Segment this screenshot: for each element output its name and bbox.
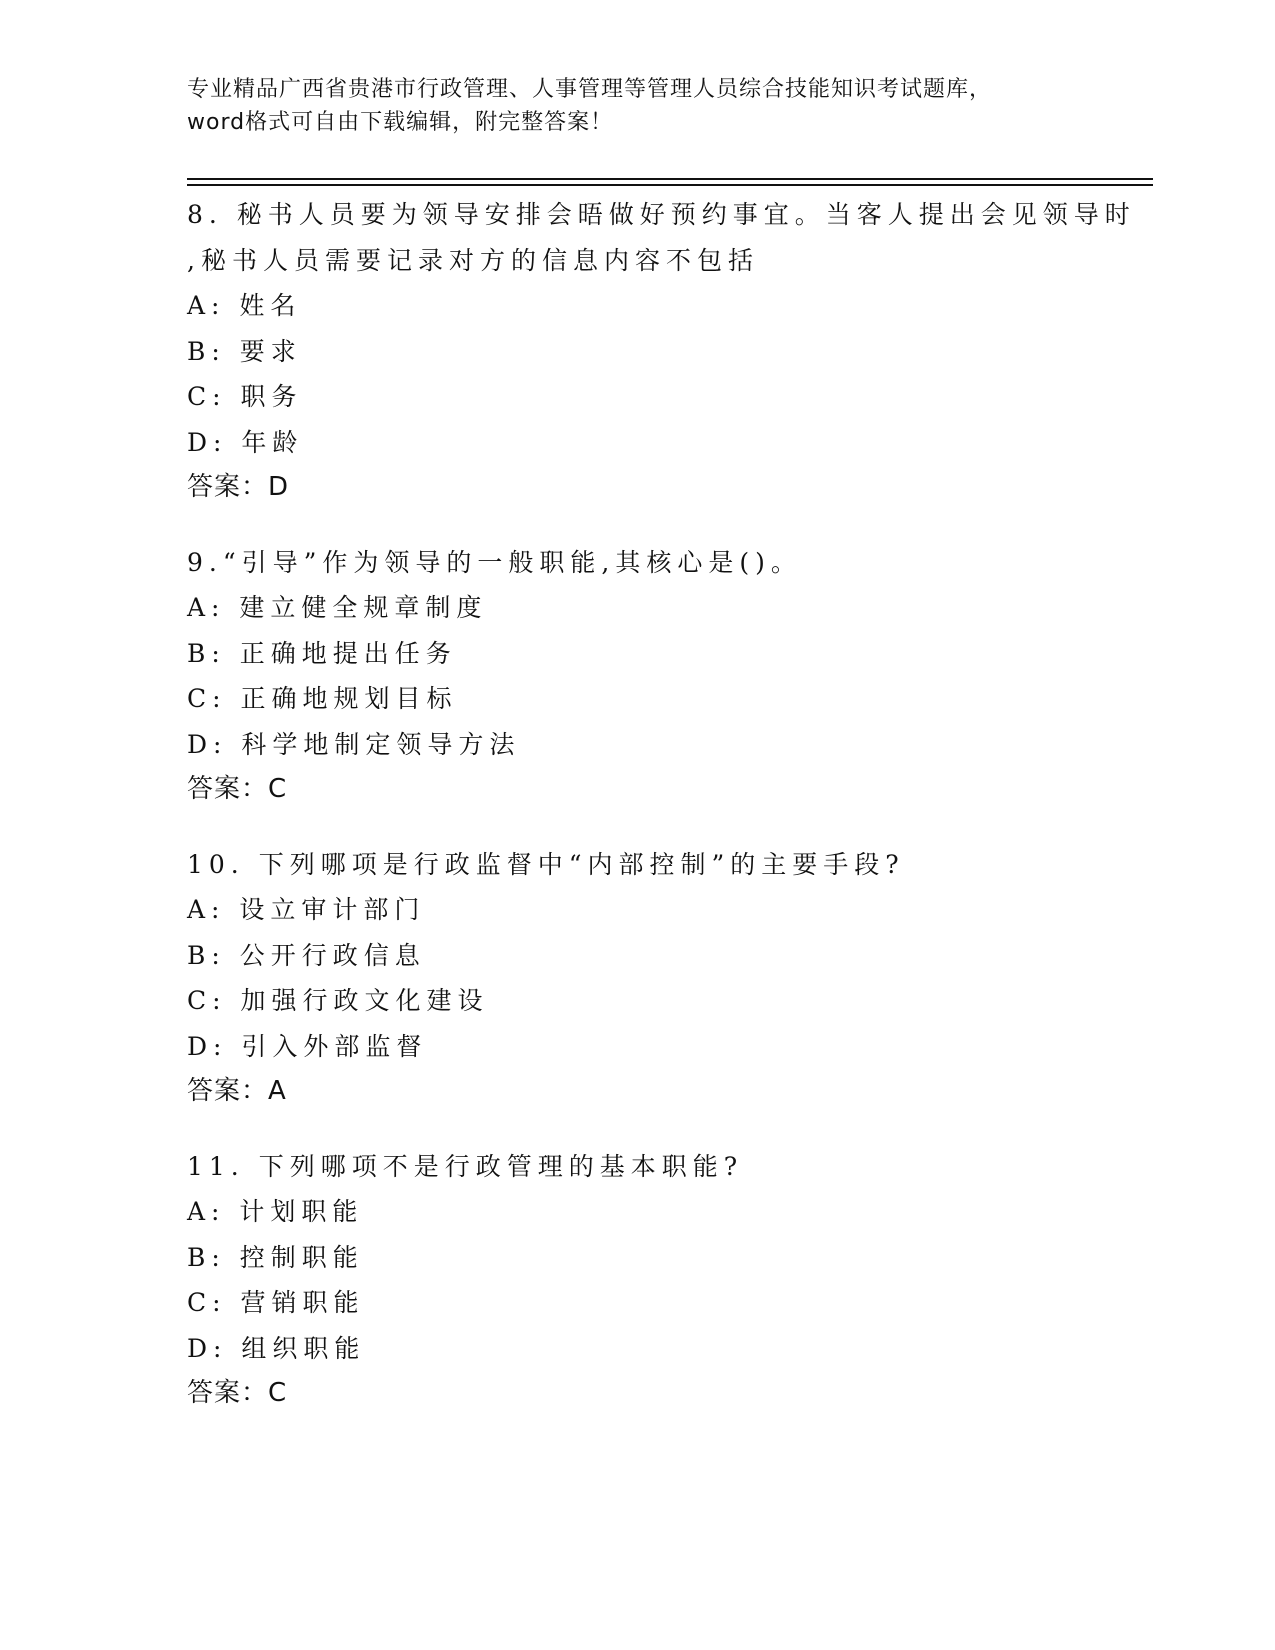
option-d: D: 年龄 xyxy=(187,427,304,457)
answer: 答案：A xyxy=(187,1076,287,1106)
question-10 xyxy=(187,842,1147,1115)
option-c: C: 正确地规划目标 xyxy=(187,684,458,713)
question-list xyxy=(187,192,1147,1446)
document-header xyxy=(187,73,1087,139)
header-divider-top xyxy=(187,178,1153,180)
question-8 xyxy=(187,192,1147,511)
question-11 xyxy=(187,1144,1147,1417)
option-b: B: 公开行政信息 xyxy=(187,940,426,970)
question-text: 11. 下列哪项不是行政管理的基本职能? xyxy=(187,1151,744,1181)
option-b: B: 控制职能 xyxy=(187,1242,364,1272)
question-text: 10. 下列哪项是行政监督中“内部控制”的主要手段? xyxy=(187,849,905,879)
option-c: C: 职务 xyxy=(187,382,303,411)
header-line-2: word格式可自由下载编辑，附完整答案！ xyxy=(187,110,614,135)
question-text: 8. 秘书人员要为领导安排会晤做好预约事宜。当客人提出会见领导时 xyxy=(187,200,1136,229)
option-d: D: 科学地制定领导方法 xyxy=(187,729,521,759)
option-c: C: 加强行政文化建设 xyxy=(187,986,489,1015)
question-text: 9.“引导”作为领导的一般职能,其核心是()。 xyxy=(187,547,802,577)
header-divider-bottom xyxy=(187,184,1153,186)
option-a: A: 计划职能 xyxy=(187,1197,364,1226)
option-d: D: 引入外部监督 xyxy=(187,1031,428,1061)
option-c: C: 营销职能 xyxy=(187,1288,365,1317)
question-text: ,秘书人员需要记录对方的信息内容不包括 xyxy=(187,245,759,275)
option-a: A: 设立审计部门 xyxy=(187,895,426,924)
option-b: B: 正确地提出任务 xyxy=(187,638,457,668)
answer: 答案：C xyxy=(187,1378,288,1408)
header-line-1: 专业精品广西省贵港市行政管理、人事管理等管理人员综合技能知识考试题库， xyxy=(187,77,993,102)
option-d: D: 组织职能 xyxy=(187,1333,366,1363)
option-a: A: 建立健全规章制度 xyxy=(187,593,488,622)
option-b: B: 要求 xyxy=(187,336,302,366)
question-9 xyxy=(187,540,1147,813)
option-a: A: 姓名 xyxy=(187,291,302,320)
answer: 答案：C xyxy=(187,774,288,804)
answer: 答案：D xyxy=(187,472,290,502)
